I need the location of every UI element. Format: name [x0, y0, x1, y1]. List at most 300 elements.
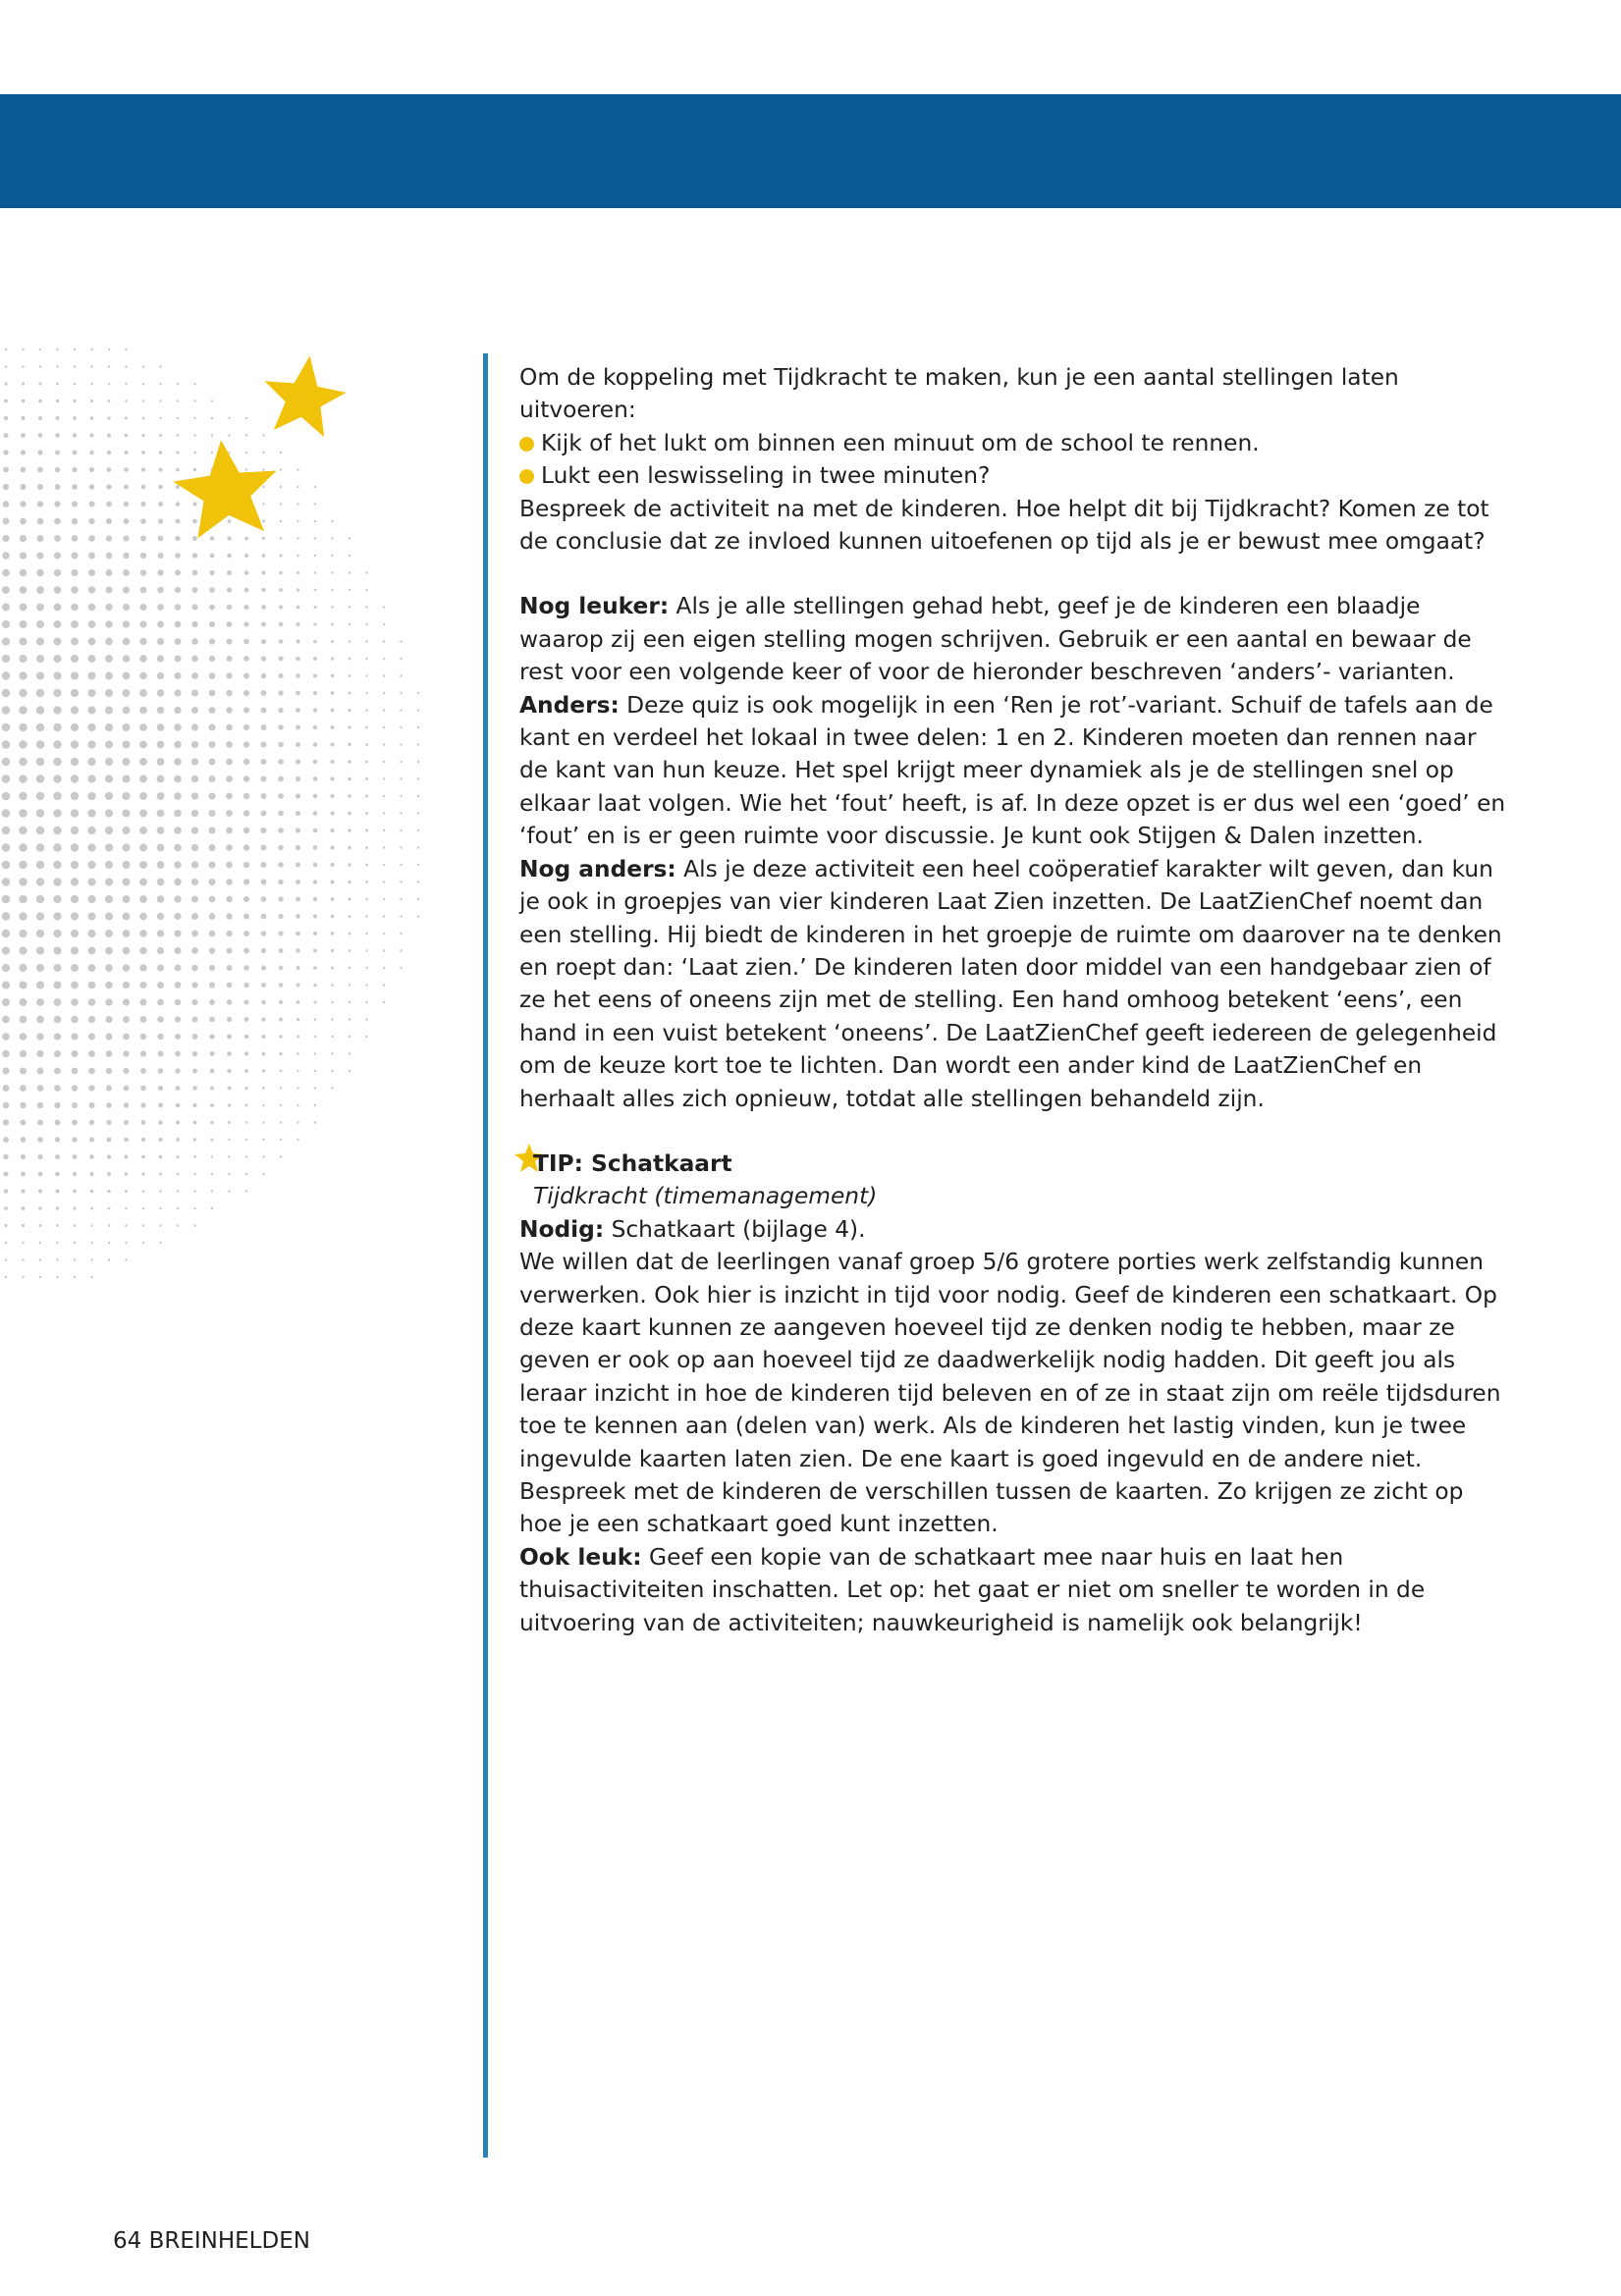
halftone-dot [87, 809, 95, 817]
halftone-dot [210, 1069, 215, 1074]
halftone-dot [365, 812, 368, 815]
halftone-dot [71, 946, 79, 954]
halftone-dot [261, 605, 266, 610]
halftone-dot [400, 846, 402, 848]
halftone-dot [417, 692, 419, 694]
halftone-dot [72, 1137, 77, 1142]
halftone-dot [105, 604, 112, 611]
halftone-dot [2, 569, 10, 577]
tip-title-text: TIP: Schatkaart [533, 1149, 732, 1177]
halftone-dot [54, 518, 61, 525]
halftone-dot [53, 809, 61, 817]
halftone-dot [38, 416, 42, 420]
halftone-dot [243, 673, 249, 679]
halftone-dot [400, 915, 402, 917]
halftone-dot [365, 898, 368, 901]
halftone-dot [19, 706, 27, 714]
halftone-dot [157, 689, 164, 696]
halftone-dot [54, 604, 62, 612]
halftone-dot [139, 964, 146, 971]
halftone-dot [365, 726, 368, 729]
halftone-dot [314, 520, 316, 522]
halftone-dot [19, 689, 27, 697]
halftone-dot [174, 775, 182, 783]
halftone-dot [141, 485, 146, 490]
halftone-dot [297, 537, 298, 539]
halftone-dot [56, 383, 59, 386]
halftone-dot [243, 724, 249, 730]
halftone-dot [208, 758, 215, 765]
halftone-dot [365, 571, 367, 573]
halftone-dot [140, 1068, 146, 1074]
halftone-dot [313, 863, 318, 868]
halftone-dot [157, 861, 165, 869]
halftone-dot [4, 1172, 9, 1177]
halftone-dot [296, 742, 300, 747]
halftone-dot [140, 1050, 146, 1056]
halftone-dot [19, 792, 27, 801]
halftone-dot [297, 622, 300, 626]
halftone-dot [417, 812, 419, 814]
halftone-dot [278, 793, 284, 799]
halftone-dot [349, 1052, 351, 1054]
halftone-dot [209, 965, 215, 971]
halftone-dot [383, 915, 385, 917]
halftone-dot [227, 639, 233, 645]
halftone-dot [2, 792, 11, 801]
halftone-dot [123, 879, 131, 886]
nodig-text: Schatkaart (bijlage 4). [604, 1215, 866, 1243]
halftone-dot [296, 811, 300, 816]
halftone-dot [314, 555, 316, 557]
halftone-dot [417, 898, 419, 900]
halftone-dot [105, 706, 113, 714]
halftone-dot [330, 863, 334, 867]
halftone-dot [279, 1018, 283, 1022]
halftone-dot [331, 1036, 333, 1038]
halftone-dot [2, 740, 11, 749]
halftone-dot [36, 912, 44, 920]
halftone-dot [176, 1086, 181, 1091]
halftone-dot [260, 775, 266, 781]
halftone-dot [243, 656, 249, 662]
halftone-dot [227, 1051, 232, 1056]
nog-anders-paragraph [519, 853, 1511, 1115]
halftone-dot [297, 1139, 298, 1141]
halftone-dot [192, 536, 197, 541]
halftone-dot [4, 1206, 8, 1210]
halftone-dot [22, 382, 25, 385]
halftone-dot [365, 949, 367, 951]
halftone-dot [227, 1035, 232, 1040]
halftone-dot [193, 452, 196, 454]
halftone-dot [19, 981, 27, 988]
halftone-dot [123, 947, 131, 955]
halftone-dot [140, 1016, 147, 1023]
main-content [519, 361, 1511, 1639]
halftone-dot [56, 416, 60, 420]
halftone-dot [176, 519, 181, 524]
halftone-dot [278, 742, 284, 748]
halftone-dot [54, 552, 61, 559]
halftone-dot [176, 1155, 179, 1158]
halftone-dot [122, 843, 130, 851]
halftone-dot [71, 998, 79, 1006]
halftone-dot [53, 827, 61, 834]
halftone-dot [72, 518, 78, 524]
halftone-dot [383, 606, 385, 608]
halftone-dot [88, 604, 95, 611]
halftone-dot [313, 984, 316, 987]
halftone-dot [296, 725, 300, 730]
halftone-dot [54, 1016, 62, 1024]
halftone-dot [123, 1068, 129, 1074]
halftone-dot [20, 1067, 27, 1074]
halftone-dot [123, 913, 131, 921]
halftone-dot [159, 434, 162, 437]
halftone-dot [279, 571, 283, 575]
halftone-dot [56, 400, 59, 402]
halftone-dot [261, 880, 267, 885]
halftone-dot [122, 758, 130, 766]
halftone-dot [139, 758, 147, 766]
halftone-dot [123, 964, 130, 971]
halftone-dot [226, 947, 232, 953]
halftone-dot [71, 723, 79, 731]
halftone-dot [37, 1120, 43, 1126]
halftone-dot [20, 535, 27, 542]
halftone-dot [279, 1035, 283, 1039]
halftone-dot [349, 1070, 351, 1072]
halftone-dot [139, 810, 147, 818]
halftone-dot [55, 451, 60, 455]
halftone-dot [243, 741, 249, 747]
halftone-dot [71, 586, 78, 593]
halftone-dot [71, 878, 79, 885]
halftone-dot [243, 879, 249, 884]
halftone-dot [123, 689, 131, 697]
halftone-dot [139, 792, 147, 800]
halftone-dot [2, 809, 11, 818]
halftone-dot [39, 1276, 41, 1278]
halftone-dot [191, 792, 198, 799]
halftone-dot [73, 1154, 78, 1159]
halftone-dot [417, 881, 419, 882]
halftone-dot [313, 760, 318, 765]
halftone-dot [139, 844, 147, 852]
halftone-dot [177, 400, 179, 401]
halftone-dot [226, 828, 233, 834]
ook-leuk-paragraph [519, 1541, 1511, 1639]
halftone-dot [107, 434, 111, 438]
halftone-dot [159, 383, 161, 385]
halftone-dot [36, 740, 44, 748]
nodig-paragraph [519, 1213, 1511, 1246]
halftone-dot [124, 1086, 130, 1092]
halftone-dot [297, 520, 298, 522]
halftone-dot [260, 810, 266, 816]
halftone-dot [159, 1190, 161, 1192]
halftone-dot [226, 656, 232, 662]
halftone-dot [210, 1051, 215, 1056]
halftone-dot [157, 792, 165, 800]
halftone-dot [192, 1103, 196, 1107]
halftone-dot [36, 964, 44, 972]
halftone-dot [313, 640, 317, 644]
halftone-dot [260, 759, 266, 765]
halftone-dot [209, 621, 215, 627]
halftone-dot [5, 348, 7, 350]
halftone-dot [192, 1017, 198, 1023]
halftone-dot [88, 638, 96, 646]
halftone-dot [54, 1050, 61, 1057]
halftone-dot [297, 1036, 299, 1039]
halftone-dot [38, 1189, 42, 1193]
halftone-dot [123, 1016, 130, 1023]
halftone-dot [331, 949, 334, 952]
halftone-dot [191, 844, 198, 851]
halftone-dot [141, 434, 144, 437]
halftone-dot [365, 915, 367, 917]
halftone-dot [177, 434, 180, 437]
halftone-dot [227, 605, 232, 610]
halftone-dot [123, 620, 130, 627]
halftone-dot [331, 1018, 333, 1020]
halftone-dot [400, 658, 402, 660]
halftone-dot [210, 554, 215, 559]
bullet-item [519, 459, 1511, 492]
halftone-dot [89, 484, 95, 490]
halftone-dot [174, 844, 182, 852]
halftone-dot [313, 932, 317, 935]
halftone-dot [280, 537, 283, 540]
halftone-dot [56, 348, 58, 350]
halftone-dot [331, 691, 335, 695]
halftone-dot [124, 518, 130, 524]
halftone-dot [177, 1224, 179, 1226]
halftone-dot [296, 932, 300, 936]
halftone-dot [209, 982, 215, 988]
halftone-dot [261, 639, 266, 644]
halftone-dot [20, 1102, 26, 1108]
halftone-dot [37, 1068, 44, 1075]
halftone-dot [262, 468, 264, 470]
halftone-dot [105, 620, 112, 627]
halftone-dot [53, 671, 61, 679]
halftone-dot [2, 843, 11, 852]
halftone-dot [296, 897, 300, 902]
halftone-dot [261, 983, 266, 988]
halftone-dot [331, 1052, 333, 1054]
halftone-dot [36, 1033, 43, 1040]
halftone-dot [105, 689, 113, 697]
halftone-dot [3, 467, 9, 473]
halftone-dot [192, 1034, 198, 1040]
halftone-dot [226, 775, 233, 782]
halftone-dot [90, 1242, 92, 1244]
halftone-dot [19, 740, 27, 749]
halftone-dot [124, 502, 129, 507]
halftone-dot [313, 897, 317, 901]
halftone-dot [106, 502, 112, 507]
halftone-dot [2, 861, 11, 870]
halftone-dot [243, 948, 249, 954]
halftone-dot [53, 655, 61, 663]
halftone-dot [5, 365, 8, 368]
halftone-dot [296, 673, 300, 678]
halftone-dot [331, 640, 334, 643]
halftone-dot [122, 809, 130, 817]
halftone-dot [54, 1068, 61, 1075]
halftone-dot [38, 1206, 42, 1210]
halftone-dot [193, 1173, 195, 1175]
halftone-dot [261, 622, 266, 627]
halftone-dot [349, 949, 351, 952]
halftone-dot [107, 451, 111, 454]
halftone-dot [208, 810, 215, 817]
halftone-dot [74, 1276, 76, 1278]
halftone-dot [383, 692, 385, 694]
halftone-dot [261, 1035, 265, 1039]
halftone-dot [175, 553, 181, 559]
halftone-dot [54, 998, 62, 1006]
halftone-dot [176, 468, 180, 472]
halftone-dot [142, 417, 145, 420]
halftone-dot [36, 586, 44, 594]
halftone-dot [3, 1119, 9, 1125]
halftone-dot [365, 674, 367, 676]
halftone-dot [140, 1034, 146, 1040]
halftone-dot [53, 740, 61, 748]
halftone-dot [139, 620, 146, 627]
halftone-dot [53, 723, 61, 731]
halftone-dot [105, 723, 113, 731]
halftone-dot [209, 913, 216, 920]
halftone-dot [210, 536, 215, 541]
halftone-dot [348, 760, 351, 764]
halftone-dot [174, 707, 181, 714]
halftone-dot [226, 844, 233, 851]
halftone-dot [72, 535, 79, 542]
halftone-dot [191, 827, 198, 833]
halftone-dot [174, 930, 181, 936]
halftone-dot [174, 913, 181, 920]
halftone-dot [383, 898, 385, 900]
halftone-dot [90, 1258, 92, 1260]
halftone-dot [177, 1173, 180, 1176]
halftone-dot [37, 450, 42, 454]
halftone-dot [19, 843, 27, 852]
halftone-dot [105, 672, 113, 680]
halftone-dot [417, 846, 419, 848]
halftone-dot [20, 569, 27, 577]
halftone-dot [210, 1086, 214, 1090]
halftone-dot [159, 1207, 161, 1209]
halftone-dot [105, 947, 113, 955]
halftone-dot [72, 501, 78, 507]
halftone-dot [243, 621, 248, 626]
halftone-dot [417, 743, 419, 745]
halftone-dot [158, 553, 164, 559]
halftone-dot [158, 1103, 163, 1108]
halftone-dot [87, 706, 95, 714]
halftone-dot [211, 400, 213, 401]
halftone-dot [139, 913, 147, 921]
halftone-dot [243, 913, 249, 919]
nog-leuker-label: Nog leuker: [519, 593, 670, 620]
halftone-dot [56, 365, 58, 367]
halftone-dot [124, 1154, 128, 1158]
halftone-dot [191, 895, 198, 902]
halftone-dot [279, 1000, 283, 1004]
halftone-dot [106, 484, 111, 489]
halftone-dot [245, 417, 247, 419]
halftone-dot [278, 914, 283, 919]
halftone-dot [278, 724, 283, 729]
halftone-dot [158, 518, 163, 523]
halftone-dot [193, 1138, 196, 1141]
halftone-dot [123, 655, 131, 663]
halftone-dot [383, 812, 385, 814]
halftone-dot [211, 1190, 213, 1192]
halftone-dot [2, 895, 10, 903]
halftone-dot [245, 1190, 247, 1192]
halftone-dot [314, 1036, 316, 1038]
halftone-dot [89, 1154, 94, 1159]
halftone-dot [54, 1033, 61, 1040]
bullet-text: Lukt een leswisseling in twee minuten? [541, 462, 991, 490]
halftone-dot [244, 1069, 248, 1073]
halftone-dot [2, 878, 11, 886]
halftone-dot [383, 949, 385, 951]
halftone-dot [296, 776, 300, 781]
halftone-dot [108, 1242, 110, 1244]
halftone-dot [20, 998, 27, 1006]
halftone-dot [226, 724, 233, 731]
halftone-dot [139, 827, 147, 834]
halftone-dot [19, 946, 27, 954]
halftone-dot [53, 689, 61, 697]
halftone-dot [331, 932, 334, 934]
halftone-dot [74, 1224, 77, 1227]
halftone-dot [314, 1052, 316, 1054]
halftone-dot [2, 706, 10, 714]
halftone-dot [211, 1173, 213, 1175]
halftone-dot [400, 709, 402, 711]
halftone-dot [331, 674, 334, 677]
halftone-dot [191, 690, 198, 697]
halftone-dot [125, 1207, 127, 1209]
halftone-dot [261, 1017, 265, 1021]
halftone-dot [72, 1050, 79, 1057]
halftone-dot [314, 537, 316, 539]
halftone-dot [228, 1139, 230, 1141]
halftone-dot [157, 947, 164, 954]
nodig-label: Nodig: [519, 1215, 605, 1243]
halftone-dot [21, 1137, 27, 1143]
halftone-dot [400, 692, 402, 694]
halftone-dot [122, 861, 130, 869]
halftone-dot [280, 503, 282, 505]
halftone-dot [297, 1087, 298, 1089]
halftone-dot [383, 864, 385, 866]
halftone-dot [105, 740, 113, 748]
halftone-dot [157, 964, 164, 971]
halftone-dot [106, 553, 113, 560]
halftone-dot [21, 467, 27, 473]
halftone-dot [177, 1207, 179, 1209]
halftone-dot [296, 966, 299, 970]
